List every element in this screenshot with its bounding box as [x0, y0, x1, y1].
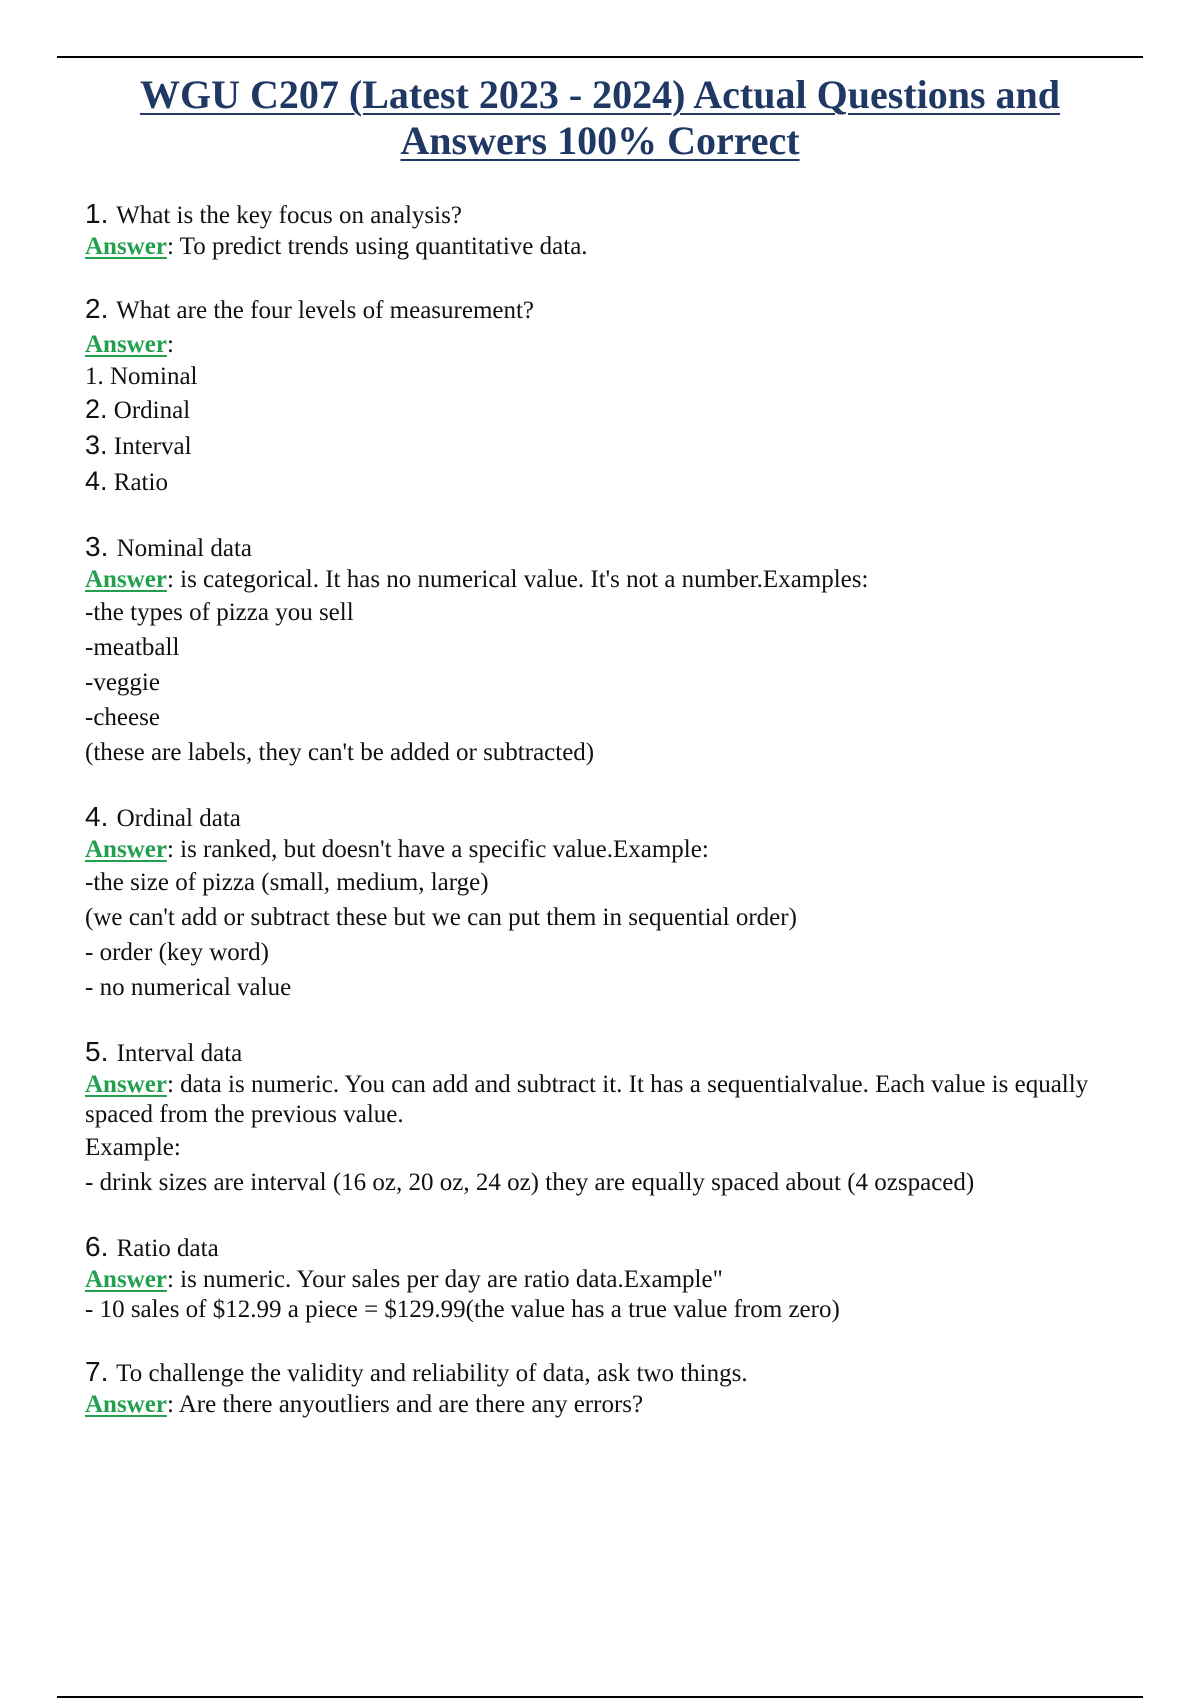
- answer-line: Example:: [85, 1134, 181, 1161]
- answer-text: : data is numeric. You can add and subtract it. It has a sequentialvalue. Each value is equally spaced from the previous value.: [85, 1071, 1089, 1128]
- bottom-rule: [57, 1696, 1143, 1698]
- answer-7: [85, 1390, 1125, 1420]
- question-number: 4.: [85, 801, 109, 832]
- question-7: [85, 1356, 1125, 1390]
- list-number: 3.: [85, 430, 108, 460]
- question-5: [85, 1036, 1125, 1070]
- question-number: 5.: [85, 1036, 109, 1067]
- list-number: 4.: [85, 466, 108, 496]
- question-6: [85, 1231, 1125, 1265]
- question-text: To challenge the validity and reliability of data, ask two things.: [116, 1360, 748, 1387]
- title-line-2: Answers 100% Correct: [400, 118, 800, 163]
- title-line-1: WGU C207 (Latest 2023 - 2024) Actual Questions and: [139, 72, 1061, 117]
- answer-line: (these are labels, they can't be added or subtracted): [85, 739, 595, 766]
- answer-line: - drink sizes are interval (16 oz, 20 oz, 24 oz) they are equally spaced about (4 ozspaced): [85, 1169, 975, 1196]
- question-2: [85, 293, 1125, 327]
- qa-item-4: [85, 801, 1125, 1005]
- qa-item-1: [85, 198, 1125, 262]
- question-3: [85, 531, 1125, 565]
- question-text: What is the key focus on analysis?: [116, 202, 462, 229]
- list-item: [85, 464, 1125, 500]
- top-rule: [57, 56, 1143, 58]
- answer-1: [85, 232, 1125, 262]
- list-text: Interval: [113, 433, 192, 460]
- qa-item-7: [85, 1356, 1125, 1420]
- question-number: 1.: [85, 198, 109, 229]
- qa-item-5: [85, 1036, 1125, 1200]
- answer-label: Answer: [85, 1071, 167, 1098]
- question-number: 7.: [85, 1356, 109, 1387]
- qa-item-6: [85, 1231, 1125, 1325]
- question-text: Nominal data: [116, 535, 252, 562]
- answer-3: [85, 565, 1125, 595]
- answer-line: -veggie: [85, 669, 160, 696]
- answer-text: : is numeric. Your sales per day are ratio data.Example": [166, 1266, 723, 1293]
- answer-line: -meatball: [85, 634, 180, 661]
- answer-2: [85, 327, 1125, 362]
- list-number: 2.: [85, 394, 108, 424]
- qa-content: [85, 198, 1125, 1451]
- answer-label: Answer: [85, 836, 167, 863]
- question-text: Interval data: [116, 1040, 243, 1067]
- question-text: Ratio data: [116, 1235, 219, 1262]
- question-text: What are the four levels of measurement?: [116, 297, 535, 324]
- answer-line: - order (key word): [85, 939, 269, 966]
- answer-6: [85, 1265, 1125, 1295]
- list-item: [85, 428, 1125, 464]
- answer-line: -the size of pizza (small, medium, large): [85, 869, 489, 896]
- answer-text: : is ranked, but doesn't have a specific value.Example:: [166, 836, 709, 863]
- answer-label: Answer: [85, 1266, 167, 1293]
- answer-label: Answer: [85, 331, 167, 358]
- answer-label: Answer: [85, 566, 167, 593]
- list-item: [85, 392, 1125, 428]
- list-item: [85, 362, 1125, 392]
- question-1: [85, 198, 1125, 232]
- list-number: 1.: [85, 363, 104, 390]
- answer-text: :: [166, 331, 174, 358]
- answer-4: [85, 835, 1125, 865]
- question-number: 3.: [85, 531, 109, 562]
- question-number: 6.: [85, 1231, 109, 1262]
- list-text: Ratio: [113, 469, 168, 496]
- document-title: [100, 72, 1100, 164]
- answer-line: - no numerical value: [85, 974, 292, 1001]
- answer-5: [85, 1070, 1125, 1130]
- question-4: [85, 801, 1125, 835]
- question-number: 2.: [85, 293, 109, 324]
- question-text: Ordinal data: [116, 805, 241, 832]
- answer-line: (we can't add or subtract these but we can put them in sequential order): [85, 904, 797, 931]
- answer-text: : Are there anyoutliers and are there any errors?: [166, 1391, 644, 1418]
- answer-line: -cheese: [85, 704, 160, 731]
- list-text: Nominal: [110, 363, 198, 390]
- answer-label: Answer: [85, 1391, 167, 1418]
- answer-line: - 10 sales of $12.99 a piece = $129.99(the value has a true value from zero): [85, 1296, 840, 1323]
- answer-line: -the types of pizza you sell: [85, 599, 354, 626]
- list-text: Ordinal: [113, 397, 191, 424]
- answer-text: : To predict trends using quantitative data.: [166, 233, 588, 260]
- answer-text: : is categorical. It has no numerical value. It's not a number.Examples:: [166, 566, 869, 593]
- qa-item-2: [85, 293, 1125, 500]
- qa-item-3: [85, 531, 1125, 770]
- answer-label: Answer: [85, 233, 167, 260]
